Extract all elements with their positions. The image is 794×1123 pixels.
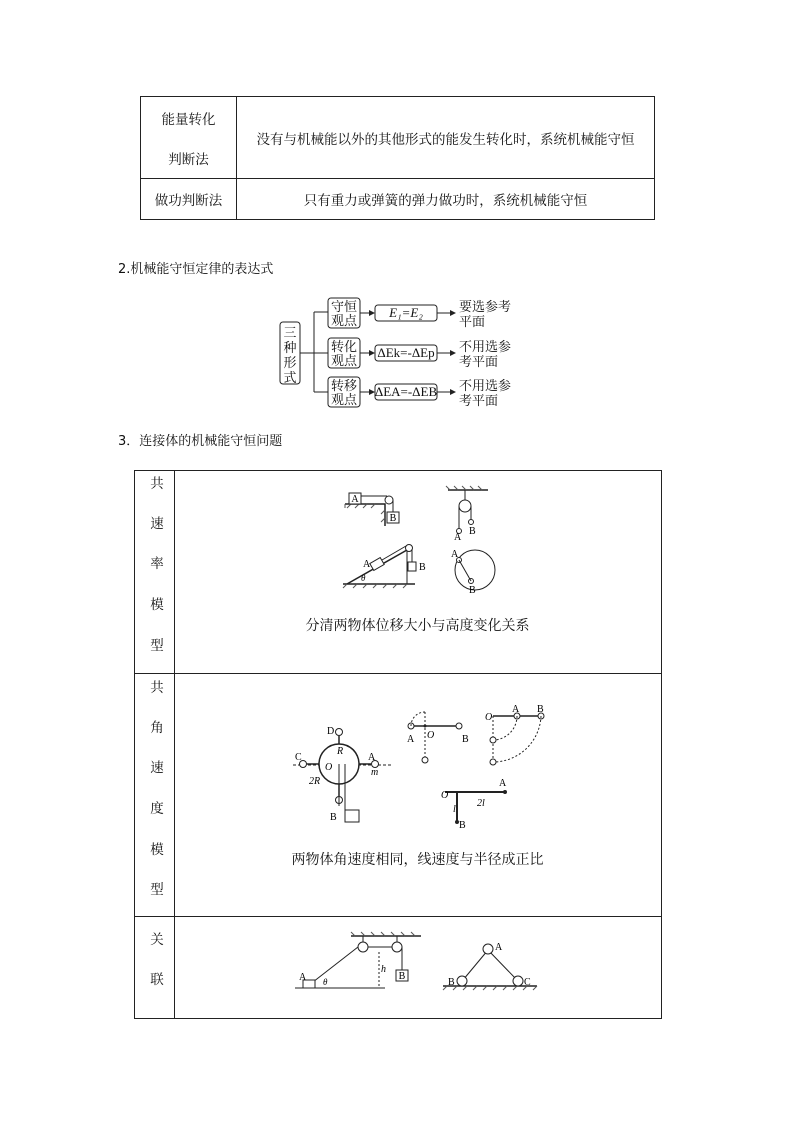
- label-b: B: [448, 977, 455, 988]
- pulley-icon: [385, 496, 393, 504]
- view-label: 转移: [330, 378, 358, 393]
- criteria-text-work: 只有重力或弹簧的弹力做功时，系统机械能守恒: [237, 179, 655, 220]
- view-label: 观点: [330, 353, 358, 368]
- connected-figures: [175, 928, 660, 996]
- label-line1: 能量转化: [161, 111, 216, 128]
- model-char: 率: [150, 556, 164, 572]
- label-o: O: [485, 712, 493, 723]
- label-a: A: [351, 494, 359, 505]
- model-char: 速: [150, 516, 164, 532]
- shared-angular-speed-figures: [175, 700, 660, 830]
- model-char: 模: [150, 597, 164, 613]
- section-3-title: 3．连接体的机械能守恒问题: [118, 434, 283, 449]
- ceiling-incline-figure: [295, 932, 421, 988]
- ceiling-pulley-figure: [446, 486, 488, 543]
- model-char: 度: [150, 801, 164, 817]
- label-b: B: [398, 971, 406, 982]
- label-a: A: [499, 778, 507, 789]
- label-line2: 判断法: [168, 151, 209, 168]
- pulley-icon: [406, 545, 413, 552]
- label-a: A: [368, 752, 376, 763]
- view-label: 转化: [330, 339, 358, 354]
- model-char: 共: [150, 476, 164, 492]
- model-char: 模: [150, 842, 164, 858]
- ring-figure: [451, 549, 495, 596]
- label-a: A: [454, 532, 462, 543]
- note-text: 考平面: [459, 354, 499, 369]
- label-b: B: [469, 585, 476, 596]
- label-b: B: [419, 562, 426, 573]
- formula-text: ΔEA=-ΔEB: [374, 384, 438, 399]
- label-a: A: [512, 704, 520, 715]
- label-o: O: [427, 730, 435, 741]
- label-2l: 2l: [477, 798, 485, 809]
- note-text: 要选参考: [459, 299, 512, 314]
- shared-speed-figures: [175, 474, 660, 604]
- note-text: 考平面: [459, 393, 499, 408]
- criteria-label-energy: [141, 97, 237, 179]
- label-a: A: [363, 559, 371, 570]
- note-text: 不用选参: [459, 378, 512, 393]
- wheel-figure: [293, 726, 393, 823]
- label-b: B: [469, 526, 476, 537]
- label-theta: θ: [323, 977, 328, 987]
- rod-figure-2: [485, 704, 544, 765]
- criteria-text-energy: 没有与机械能以外的其他形式的能发生转化时，系统机械能守恒: [237, 97, 655, 179]
- label-b: B: [462, 734, 469, 745]
- root-char: 式: [283, 370, 297, 385]
- section-2-title: 2.机械能守恒定律的表达式: [118, 262, 274, 277]
- model-caption: 两物体角速度相同，线速度与半径成正比: [291, 852, 544, 868]
- formula-text: E₁=E₂: [389, 305, 423, 320]
- label-l: l: [453, 804, 456, 815]
- label-2r: 2R: [309, 776, 321, 787]
- model-char: 速: [150, 760, 164, 776]
- label-d: D: [327, 726, 335, 737]
- triangle-rods-figure: [443, 942, 537, 990]
- l-rod-figure: [441, 778, 507, 830]
- rod-figure-1: [407, 712, 469, 763]
- model-char: 型: [150, 638, 164, 654]
- label-o: O: [325, 762, 333, 773]
- table-pulley-figure: [345, 493, 399, 526]
- root-char: 形: [283, 355, 297, 370]
- label-o: O: [441, 790, 449, 801]
- label-m: m: [371, 767, 379, 778]
- formula-text: ΔEk=-ΔEp: [377, 345, 435, 360]
- criteria-table: [140, 96, 655, 220]
- label-b: B: [389, 513, 397, 524]
- label-c: C: [295, 752, 302, 763]
- model-char: 型: [150, 882, 164, 898]
- incline-figure: [343, 545, 426, 589]
- pulley-icon: [392, 942, 402, 952]
- label-a: A: [407, 734, 415, 745]
- label-h: h: [381, 964, 386, 975]
- criteria-label-work: 做功判断法: [141, 179, 237, 220]
- label-c: C: [524, 977, 531, 988]
- label-b: B: [459, 820, 466, 830]
- root-char: 种: [283, 340, 297, 355]
- model-caption: 分清两物体位移大小与高度变化关系: [305, 618, 530, 634]
- label-a: A: [495, 942, 503, 953]
- label-theta: θ: [361, 573, 366, 583]
- model-char: 角: [150, 720, 164, 736]
- model-char: 联: [150, 972, 164, 988]
- label-b: B: [537, 704, 544, 715]
- note-text: 平面: [459, 314, 486, 329]
- root-char: 三: [283, 325, 297, 340]
- pulley-icon: [358, 942, 368, 952]
- view-label: 观点: [330, 392, 358, 407]
- expression-diagram: [270, 292, 530, 412]
- view-label: 观点: [330, 313, 358, 328]
- model-char: 关: [150, 932, 164, 948]
- note-text: 不用选参: [459, 339, 512, 354]
- model-char: 共: [150, 680, 164, 696]
- view-label: 守恒: [330, 299, 358, 314]
- label-a: A: [451, 549, 459, 560]
- pulley-icon: [459, 500, 471, 512]
- label-r: R: [337, 746, 344, 757]
- label-b: B: [330, 812, 337, 823]
- label-a: A: [299, 972, 307, 983]
